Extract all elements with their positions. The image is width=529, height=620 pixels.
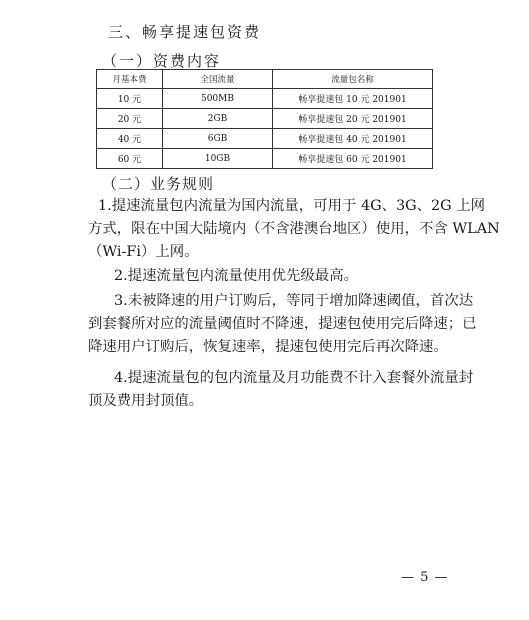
cell-national-data: 2GB xyxy=(163,109,273,129)
rule-paragraph-2 xyxy=(96,265,436,288)
paragraph-line: 3.未被降速的用户订购后，等同于增加降速阈值，首次达 xyxy=(114,293,474,309)
paragraph-line: 2.提速流量包内流量使用优先级最高。 xyxy=(114,268,358,284)
fee-content-heading: （一）资费内容 xyxy=(102,52,222,70)
cell-monthly-fee: 20 元 xyxy=(97,109,163,129)
cell-national-data: 6GB xyxy=(163,129,273,149)
paragraph-line: 顶及费用封顶值。 xyxy=(88,393,204,409)
paragraph-line: 1.提速流量包内流量为国内流量，可用于 4G、3G、2G 上网 xyxy=(98,198,486,214)
table-row xyxy=(97,129,433,149)
paragraph-line: 降速用户订购后，恢复速率，提速包使用完后再次降速。 xyxy=(88,339,448,355)
paragraph-line: （Wi-Fi）上网。 xyxy=(88,244,199,260)
header-national-data: 全国流量 xyxy=(163,70,273,89)
paragraph-line: 到套餐所对应的流量阈值时不降速，提速包使用完后降速；已 xyxy=(88,316,477,332)
cell-monthly-fee: 10 元 xyxy=(97,89,163,109)
header-monthly-fee: 月基本费 xyxy=(97,70,163,89)
cell-package-name: 畅享提速包 10 元 201901 xyxy=(273,89,433,109)
fee-table xyxy=(96,69,433,169)
cell-monthly-fee: 40 元 xyxy=(97,129,163,149)
cell-national-data: 500MB xyxy=(163,89,273,109)
section-heading: 三、畅享提速包资费 xyxy=(108,23,262,41)
business-rules-heading: （二）业务规则 xyxy=(102,175,215,193)
paragraph-line: 方式，限在中国大陆境内（不含港澳台地区）使用，不含 WLAN xyxy=(88,221,500,237)
cell-national-data: 10GB xyxy=(163,149,273,169)
cell-monthly-fee: 60 元 xyxy=(97,149,163,169)
cell-package-name: 畅享提速包 60 元 201901 xyxy=(273,149,433,169)
cell-package-name: 畅享提速包 20 元 201901 xyxy=(273,109,433,129)
table-header-row xyxy=(97,70,433,89)
rule-paragraph-1 xyxy=(88,195,500,264)
rule-paragraph-4 xyxy=(88,367,474,413)
table-row xyxy=(97,149,433,169)
header-package-name: 流量包名称 xyxy=(273,70,433,89)
rule-paragraph-3 xyxy=(88,290,477,359)
table-row xyxy=(97,109,433,129)
cell-package-name: 畅享提速包 40 元 201901 xyxy=(273,129,433,149)
page-number: — 5 — xyxy=(401,570,449,585)
paragraph-line: 4.提速流量包的包内流量及月功能费不计入套餐外流量封 xyxy=(114,370,474,386)
table-row xyxy=(97,89,433,109)
